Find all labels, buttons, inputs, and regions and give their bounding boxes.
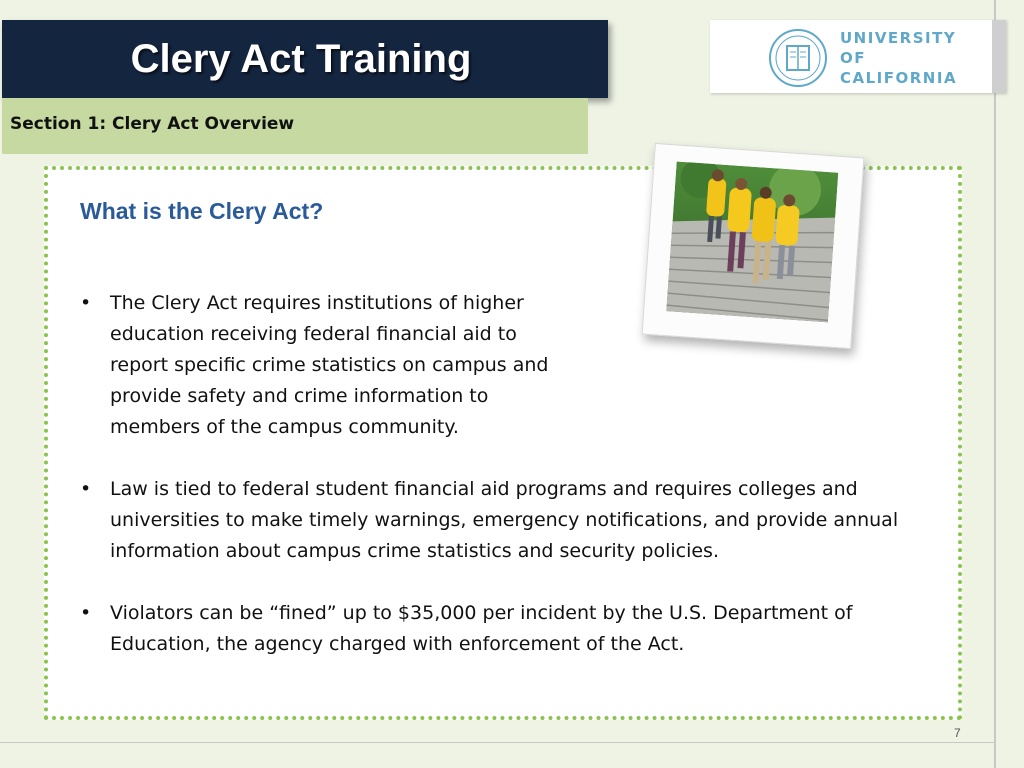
bullet-text: Violators can be “fined” up to $35,000 per incident by the U.S. Department of Education, the agency charged with enforcement of the Act. — [110, 602, 853, 655]
logo-edge — [992, 20, 1006, 93]
bullet-dot: • — [80, 478, 92, 500]
bullet-dot: • — [80, 292, 92, 314]
title-banner — [2, 20, 608, 98]
page-number: 7 — [954, 726, 961, 740]
content-heading: What is the Clery Act? — [80, 198, 324, 224]
slide-bottom-rule — [0, 742, 994, 743]
logo-text-california: CALIFORNIA — [840, 69, 958, 87]
section-bar — [2, 98, 588, 154]
bullet-item — [78, 474, 938, 567]
bullet-item — [78, 598, 938, 660]
university-logo — [710, 20, 1006, 93]
section-label: Section 1: Clery Act Overview — [10, 114, 295, 134]
bullet-item — [78, 288, 938, 443]
bullet-dot: • — [80, 602, 92, 624]
logo-text-of: OF — [840, 49, 866, 67]
university-seal-icon — [768, 28, 828, 88]
bullet-list — [78, 288, 938, 691]
bullet-text: Law is tied to federal student financial aid programs and requires colleges and universities to make timely warnings, emergency notifications, and provide annual information about campus crime statistics and security policies. — [110, 478, 899, 562]
bullet-text: The Clery Act requires institutions of higher education receiving federal financial aid to report specific crime statistics on campus and provide safety and crime information to members of the campus community. — [110, 292, 549, 438]
slide-right-rule — [994, 0, 996, 768]
slide-title: Clery Act Training — [130, 36, 472, 81]
logo-text-university: UNIVERSITY — [840, 29, 957, 47]
